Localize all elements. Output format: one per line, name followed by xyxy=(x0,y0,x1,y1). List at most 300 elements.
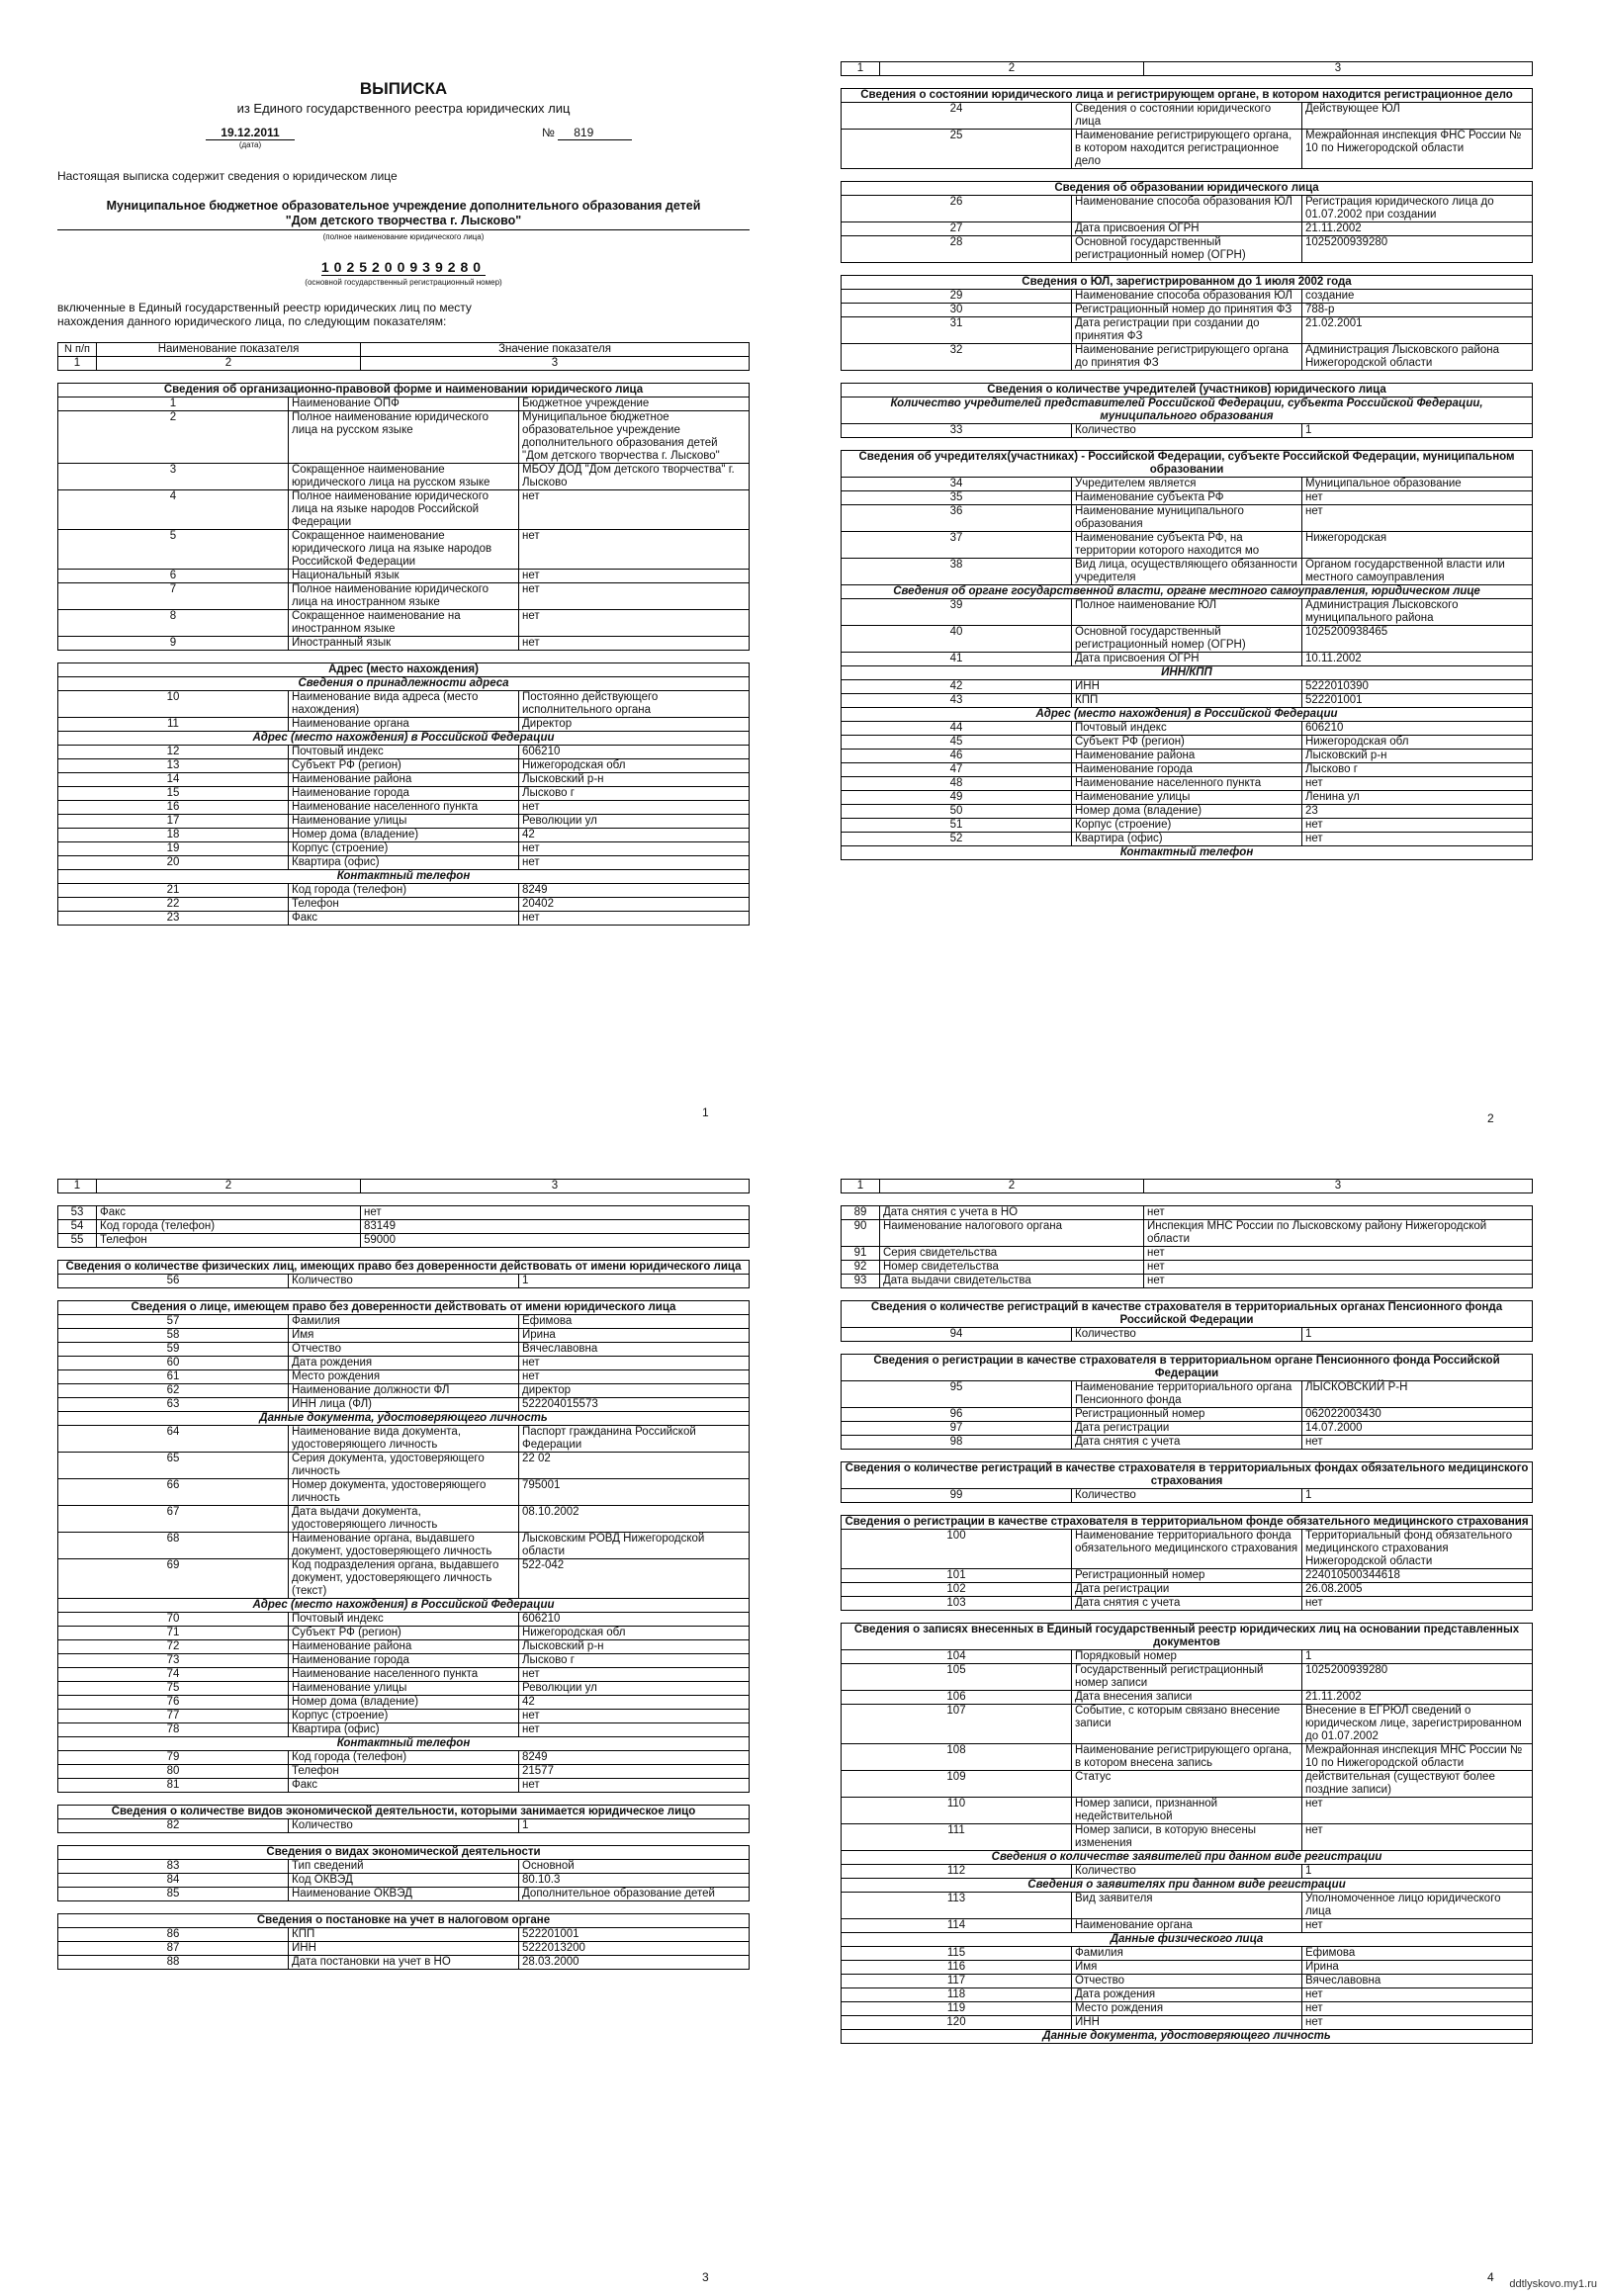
section-heading-row xyxy=(842,451,1533,478)
row-number: 90 xyxy=(842,1220,880,1247)
table-row xyxy=(842,1583,1533,1597)
row-number: 100 xyxy=(842,1530,1072,1569)
indicator-value: 26.08.2005 xyxy=(1302,1583,1533,1597)
row-number: 22 xyxy=(58,898,289,912)
table-row xyxy=(58,1506,750,1533)
indicator-name: Количество xyxy=(1072,1328,1302,1342)
page-number-4: 4 xyxy=(1487,2270,1494,2284)
indicator-value: Революции ул xyxy=(519,1682,750,1696)
indicator-value: Внесение в ЕГРЮЛ сведений о юридическом лице, зарегистрированном до 01.07.2002 xyxy=(1302,1705,1533,1744)
indicator-name: Основной государственный регистрационный номер (ОГРН) xyxy=(1072,626,1302,653)
table-row xyxy=(842,680,1533,694)
page-4-body xyxy=(841,1205,1533,2044)
row-number: 75 xyxy=(58,1682,289,1696)
row-number: 112 xyxy=(842,1865,1072,1879)
subsection-heading: Контактный телефон xyxy=(58,870,750,884)
indicator-value: нет xyxy=(519,583,750,610)
row-number: 89 xyxy=(842,1206,880,1220)
record-group xyxy=(57,1845,750,1901)
row-number: 13 xyxy=(58,759,289,773)
record-group xyxy=(57,383,750,651)
row-number: 70 xyxy=(58,1613,289,1627)
indicator-value: 5222010390 xyxy=(1302,680,1533,694)
table-row xyxy=(842,2002,1533,2016)
col-value-header: Значение показателя xyxy=(361,343,750,357)
indicator-name: Квартира (офис) xyxy=(1072,833,1302,846)
subsection-heading: ИНН/КПП xyxy=(842,666,1533,680)
indicator-value: 20402 xyxy=(519,898,750,912)
row-number: 58 xyxy=(58,1329,289,1343)
row-number: 76 xyxy=(58,1696,289,1710)
subsection-heading-row xyxy=(58,1599,750,1613)
row-number: 17 xyxy=(58,815,289,829)
row-number: 26 xyxy=(842,196,1072,222)
indicator-value: 23 xyxy=(1302,805,1533,819)
table-row xyxy=(58,1928,750,1942)
table-row xyxy=(842,1530,1533,1569)
col-3-label: 3 xyxy=(1144,62,1533,76)
indicator-value: Лысково г xyxy=(519,1654,750,1668)
row-number: 77 xyxy=(58,1710,289,1723)
subsection-heading-row xyxy=(842,846,1533,860)
indicator-value: 522201001 xyxy=(1302,694,1533,708)
section-heading-row xyxy=(58,1806,750,1819)
indicator-value: 8249 xyxy=(519,1751,750,1765)
indicator-value: Паспорт гражданина Российской Федерации xyxy=(519,1426,750,1453)
indicator-value: 08.10.2002 xyxy=(519,1506,750,1533)
indicator-name: Наименование населенного пункта xyxy=(289,801,519,815)
indicator-name: Наименование ОКВЭД xyxy=(289,1888,519,1901)
table-row xyxy=(58,1234,750,1248)
row-number: 105 xyxy=(842,1664,1072,1691)
section-heading-row xyxy=(842,1355,1533,1381)
indicator-name: Факс xyxy=(97,1206,361,1220)
indicator-name: Наименование органа xyxy=(289,718,519,732)
row-number: 103 xyxy=(842,1597,1072,1611)
indicator-value: 21.11.2002 xyxy=(1302,222,1533,236)
indicator-name: Номер документа, удостоверяющего личность xyxy=(289,1479,519,1506)
row-number: 118 xyxy=(842,1988,1072,2002)
table-row xyxy=(58,530,750,570)
indicator-name: ИНН xyxy=(1072,680,1302,694)
row-number: 113 xyxy=(842,1893,1072,1919)
page-number-2: 2 xyxy=(1487,1111,1494,1125)
indicator-name: Код города (телефон) xyxy=(289,884,519,898)
row-number: 101 xyxy=(842,1569,1072,1583)
indicator-value: нет xyxy=(1302,2016,1533,2030)
table-row xyxy=(842,1569,1533,1583)
indicator-value: Территориальный фонд обязательного медицинского страхования Нижегородской области xyxy=(1302,1530,1533,1569)
table-row xyxy=(58,1751,750,1765)
indicator-name: Почтовый индекс xyxy=(289,1613,519,1627)
indicator-value: нет xyxy=(1302,1798,1533,1824)
row-number: 47 xyxy=(842,763,1072,777)
row-number: 44 xyxy=(842,722,1072,736)
section-heading-row xyxy=(842,89,1533,103)
org-name-caption: (полное наименование юридического лица) xyxy=(322,232,485,241)
subsection-heading: Адрес (место нахождения) в Российской Федерации xyxy=(58,732,750,746)
indicator-name: Номер записи, признанной недействительной xyxy=(1072,1798,1302,1824)
document-header xyxy=(57,79,750,116)
indicator-value: Межрайонная инспекция МНС России № 10 по Нижегородской области xyxy=(1302,1744,1533,1771)
row-number: 114 xyxy=(842,1919,1072,1933)
table-row xyxy=(58,1329,750,1343)
included-text xyxy=(57,301,750,328)
table-row xyxy=(842,1798,1533,1824)
indicator-value: 10.11.2002 xyxy=(1302,653,1533,666)
table-row xyxy=(58,759,750,773)
page-1 xyxy=(57,69,750,926)
table-row xyxy=(58,829,750,842)
row-number: 111 xyxy=(842,1824,1072,1851)
indicator-name: Вид заявителя xyxy=(1072,1893,1302,1919)
row-number: 14 xyxy=(58,773,289,787)
indicator-name: Порядковый номер xyxy=(1072,1650,1302,1664)
col-1-label: 1 xyxy=(842,1180,880,1193)
section-heading: Сведения о регистрации в качестве страхователя в территориальном фонде обязательного медицинского страхования xyxy=(842,1516,1533,1530)
indicator-name: Наименование вида адреса (место нахождения) xyxy=(289,691,519,718)
table-row xyxy=(842,750,1533,763)
indicator-value: нет xyxy=(519,842,750,856)
table-row xyxy=(842,222,1533,236)
row-number: 91 xyxy=(842,1247,880,1261)
table-row xyxy=(58,1533,750,1559)
table-row xyxy=(58,570,750,583)
indicator-value: 83149 xyxy=(361,1220,750,1234)
record-group xyxy=(841,1300,1533,1342)
indicator-value: 1 xyxy=(519,1275,750,1288)
indicator-name: Субъект РФ (регион) xyxy=(1072,736,1302,750)
indicator-name: Дата постановки на учет в НО xyxy=(289,1956,519,1970)
record-group xyxy=(841,1461,1533,1503)
row-number: 60 xyxy=(58,1357,289,1370)
table-row xyxy=(842,1422,1533,1436)
indicator-value: МБОУ ДОД "Дом детского творчества" г. Лысково xyxy=(519,464,750,490)
indicator-name: Квартира (офис) xyxy=(289,856,519,870)
indicator-name: Серия документа, удостоверяющего личность xyxy=(289,1453,519,1479)
page-4 xyxy=(841,1179,1533,2044)
row-number: 54 xyxy=(58,1220,97,1234)
row-number: 78 xyxy=(58,1723,289,1737)
table-row xyxy=(842,2016,1533,2030)
table-row xyxy=(58,815,750,829)
row-number: 16 xyxy=(58,801,289,815)
indicator-name: Учредителем является xyxy=(1072,478,1302,491)
row-number: 120 xyxy=(842,2016,1072,2030)
indicator-name: Фамилия xyxy=(289,1315,519,1329)
subsection-heading: Сведения о количестве заявителей при данном виде регистрации xyxy=(842,1851,1533,1865)
record-group xyxy=(841,1205,1533,1288)
table-row xyxy=(842,1947,1533,1961)
indicator-name: Фамилия xyxy=(1072,1947,1302,1961)
table-row xyxy=(842,1893,1533,1919)
indicator-value: нет xyxy=(519,530,750,570)
row-number: 55 xyxy=(58,1234,97,1248)
table-row xyxy=(58,1398,750,1412)
indicator-name: Субъект РФ (регион) xyxy=(289,1627,519,1640)
table-row xyxy=(842,1597,1533,1611)
row-number: 84 xyxy=(58,1874,289,1888)
indicator-name: Дата выдачи свидетельства xyxy=(880,1275,1144,1288)
table-row xyxy=(842,344,1533,371)
page-number-1: 1 xyxy=(702,1105,709,1119)
indicator-name: Государственный регистрационный номер записи xyxy=(1072,1664,1302,1691)
indicator-value: нет xyxy=(519,637,750,651)
row-number: 80 xyxy=(58,1765,289,1779)
indicator-value: 1 xyxy=(1302,1865,1533,1879)
number-label: № xyxy=(542,126,555,139)
section-heading-row xyxy=(842,1462,1533,1489)
indicator-value: 522201001 xyxy=(519,1928,750,1942)
indicator-name: Дата регистрации xyxy=(1072,1422,1302,1436)
table-row xyxy=(842,1275,1533,1288)
indicator-value: Муниципальное образование xyxy=(1302,478,1533,491)
indicator-value: Вячеславовна xyxy=(1302,1975,1533,1988)
page-3-body xyxy=(57,1205,750,1970)
indicator-value: нет xyxy=(1302,2002,1533,2016)
subsection-heading: Контактный телефон xyxy=(842,846,1533,860)
indicator-name: Иностранный язык xyxy=(289,637,519,651)
table-row xyxy=(58,898,750,912)
intro-text: Настоящая выписка содержит сведения о юридическом лице xyxy=(57,169,398,183)
extract-date: 19.12.2011 xyxy=(206,126,295,140)
table-row xyxy=(58,464,750,490)
table-row xyxy=(58,1613,750,1627)
row-number: 83 xyxy=(58,1860,289,1874)
indicator-value: 42 xyxy=(519,1696,750,1710)
row-number: 51 xyxy=(842,819,1072,833)
indicator-value: 1025200939280 xyxy=(1302,1664,1533,1691)
row-number: 116 xyxy=(842,1961,1072,1975)
row-number: 110 xyxy=(842,1798,1072,1824)
record-group xyxy=(57,1300,750,1793)
indicator-name: Наименование улицы xyxy=(289,1682,519,1696)
indicator-value: нет xyxy=(519,801,750,815)
table-row xyxy=(842,532,1533,559)
indicator-value: Администрация Лысковского муниципального района xyxy=(1302,599,1533,626)
indicator-value: нет xyxy=(519,1370,750,1384)
table-row xyxy=(58,1779,750,1793)
indicator-name: Код города (телефон) xyxy=(97,1220,361,1234)
row-number: 72 xyxy=(58,1640,289,1654)
row-number: 41 xyxy=(842,653,1072,666)
indicator-value: нет xyxy=(1144,1206,1533,1220)
indicator-value: Муниципальное бюджетное образовательное учреждение дополнительного образования детей "Дом детского творчества г. Лысково" xyxy=(519,411,750,464)
table-row xyxy=(58,1874,750,1888)
row-number: 92 xyxy=(842,1261,880,1275)
indicator-value: нет xyxy=(1144,1275,1533,1288)
table-row xyxy=(58,637,750,651)
section-heading: Сведения о ЮЛ, зарегистрированном до 1 июля 2002 года xyxy=(842,276,1533,290)
table-row xyxy=(842,1824,1533,1851)
row-number: 31 xyxy=(842,317,1072,344)
table-row xyxy=(58,1654,750,1668)
indicator-value: нет xyxy=(1302,1919,1533,1933)
indicator-name: Наименование органа xyxy=(1072,1919,1302,1933)
table-row xyxy=(842,1247,1533,1261)
row-number: 65 xyxy=(58,1453,289,1479)
subsection-heading: Сведения о принадлежности адреса xyxy=(58,677,750,691)
indicator-name: Национальный язык xyxy=(289,570,519,583)
row-number: 18 xyxy=(58,829,289,842)
indicator-name: Сведения о состоянии юридического лица xyxy=(1072,103,1302,130)
section-heading-row xyxy=(842,1516,1533,1530)
indicator-name: Количество xyxy=(1072,1865,1302,1879)
indicator-name: Код города (телефон) xyxy=(289,1751,519,1765)
indicator-name: КПП xyxy=(1072,694,1302,708)
row-number: 66 xyxy=(58,1479,289,1506)
col-1-label: 1 xyxy=(842,62,880,76)
indicator-name: Дата присвоения ОГРН xyxy=(1072,222,1302,236)
table-row xyxy=(58,610,750,637)
indicator-name: Телефон xyxy=(97,1234,361,1248)
indicator-value: 42 xyxy=(519,829,750,842)
indicator-value: Уполномоченное лицо юридического лица xyxy=(1302,1893,1533,1919)
table-row xyxy=(842,304,1533,317)
indicator-name: Наименование города xyxy=(289,787,519,801)
indicator-name: Наименование территориального фонда обязательного медицинского страхования xyxy=(1072,1530,1302,1569)
row-number: 12 xyxy=(58,746,289,759)
indicator-value: Лысковский р-н xyxy=(519,773,750,787)
indicator-name: Наименование налогового органа xyxy=(880,1220,1144,1247)
table-row xyxy=(842,1261,1533,1275)
indicator-name: Сокращенное наименование на иностранном языке xyxy=(289,610,519,637)
row-number: 108 xyxy=(842,1744,1072,1771)
table-row xyxy=(58,1723,750,1737)
indicator-name: Количество xyxy=(289,1275,519,1288)
indicator-name: Корпус (строение) xyxy=(1072,819,1302,833)
ogrn-number: 1025200939280 xyxy=(320,259,487,275)
indicator-value: Администрация Лысковского района Нижегородской области xyxy=(1302,344,1533,371)
indicator-name: Количество xyxy=(289,1819,519,1833)
indicator-name: Серия свидетельства xyxy=(880,1247,1144,1261)
indicator-name: Сокращенное наименование юридического лица на языке народов Российской Федерации xyxy=(289,530,519,570)
indicator-name: Телефон xyxy=(289,898,519,912)
subsection-heading-row xyxy=(58,1737,750,1751)
subsection-heading-row xyxy=(842,1933,1533,1947)
indicator-name: Отчество xyxy=(289,1343,519,1357)
subsection-heading-row xyxy=(842,708,1533,722)
table-row xyxy=(842,819,1533,833)
table-row xyxy=(58,1559,750,1599)
row-number: 40 xyxy=(842,626,1072,653)
row-number: 42 xyxy=(842,680,1072,694)
row-number: 5 xyxy=(58,530,289,570)
record-group xyxy=(57,1805,750,1833)
indicator-name: Полное наименование юридического лица на иностранном языке xyxy=(289,583,519,610)
indicator-name: Регистрационный номер xyxy=(1072,1569,1302,1583)
table-row xyxy=(58,1710,750,1723)
subsection-heading: Данные документа, удостоверяющего личность xyxy=(842,2030,1533,2044)
table-row xyxy=(58,1942,750,1956)
org-name-line-2: "Дом детского творчества г. Лысково" xyxy=(285,214,522,227)
row-number: 85 xyxy=(58,1888,289,1901)
table-row xyxy=(58,691,750,718)
record-group xyxy=(57,1913,750,1970)
indicator-name: Наименование регистрирующего органа, в котором внесена запись xyxy=(1072,1744,1302,1771)
row-number: 95 xyxy=(842,1381,1072,1408)
indicator-value: 21.02.2001 xyxy=(1302,317,1533,344)
row-number: 86 xyxy=(58,1928,289,1942)
row-number: 74 xyxy=(58,1668,289,1682)
table-row xyxy=(842,103,1533,130)
indicator-value: нет xyxy=(519,1710,750,1723)
section-heading-row xyxy=(58,384,750,397)
record-group xyxy=(57,1205,750,1248)
table-row xyxy=(842,1744,1533,1771)
row-number: 2 xyxy=(58,411,289,464)
document-title: ВЫПИСКА xyxy=(359,79,448,98)
indicator-value: Нижегородская обл xyxy=(519,759,750,773)
indicator-name: Имя xyxy=(289,1329,519,1343)
indicator-value: Ирина xyxy=(1302,1961,1533,1975)
table-row xyxy=(58,1819,750,1833)
row-number: 1 xyxy=(58,397,289,411)
row-number: 96 xyxy=(842,1408,1072,1422)
table-row xyxy=(58,801,750,815)
table-row xyxy=(842,478,1533,491)
table-row xyxy=(842,1919,1533,1933)
indicator-name: Дата рождения xyxy=(289,1357,519,1370)
row-number: 4 xyxy=(58,490,289,530)
indicator-name: ИНН xyxy=(1072,2016,1302,2030)
table-row xyxy=(842,736,1533,750)
table-row xyxy=(842,290,1533,304)
indicator-name: Полное наименование юридического лица на русском языке xyxy=(289,411,519,464)
indicator-value: 606210 xyxy=(519,1613,750,1627)
indicator-value: 1025200938465 xyxy=(1302,626,1533,653)
table-row xyxy=(58,1765,750,1779)
section-heading: Сведения о количестве учредителей (участников) юридического лица xyxy=(842,384,1533,397)
table-row xyxy=(58,1627,750,1640)
record-group xyxy=(841,450,1533,860)
extract-number: 819 xyxy=(558,126,632,140)
row-number: 117 xyxy=(842,1975,1072,1988)
indicator-value: Директор xyxy=(519,718,750,732)
row-number: 8 xyxy=(58,610,289,637)
section-heading-row xyxy=(58,1301,750,1315)
indicator-value: 062022003430 xyxy=(1302,1408,1533,1422)
table-row xyxy=(58,1696,750,1710)
indicator-value: Нижегородская обл xyxy=(519,1627,750,1640)
indicator-name: Почтовый индекс xyxy=(289,746,519,759)
indicator-value: нет xyxy=(1302,505,1533,532)
row-number: 48 xyxy=(842,777,1072,791)
date-number-line xyxy=(57,126,750,155)
record-group xyxy=(57,662,750,926)
table-row xyxy=(58,1479,750,1506)
indicator-name: Наименование района xyxy=(289,773,519,787)
subsection-heading-row xyxy=(842,2030,1533,2044)
table-row xyxy=(58,1668,750,1682)
indicator-name: Полное наименование юридического лица на языке народов Российской Федерации xyxy=(289,490,519,530)
table-row xyxy=(842,130,1533,169)
row-number: 99 xyxy=(842,1489,1072,1503)
indicator-name: Имя xyxy=(1072,1961,1302,1975)
indicator-value: нет xyxy=(519,1357,750,1370)
indicator-name: Дата рождения xyxy=(1072,1988,1302,2002)
row-number: 24 xyxy=(842,103,1072,130)
row-number: 73 xyxy=(58,1654,289,1668)
indicator-value: 1 xyxy=(1302,424,1533,438)
record-group xyxy=(841,88,1533,169)
section-heading: Сведения о количестве видов экономической деятельности, которыми занимается юридическое лицо xyxy=(58,1806,750,1819)
row-number: 67 xyxy=(58,1506,289,1533)
table-row xyxy=(58,773,750,787)
table-row xyxy=(58,397,750,411)
col-1-label: 1 xyxy=(58,357,97,371)
subsection-heading: Адрес (место нахождения) в Российской Федерации xyxy=(842,708,1533,722)
